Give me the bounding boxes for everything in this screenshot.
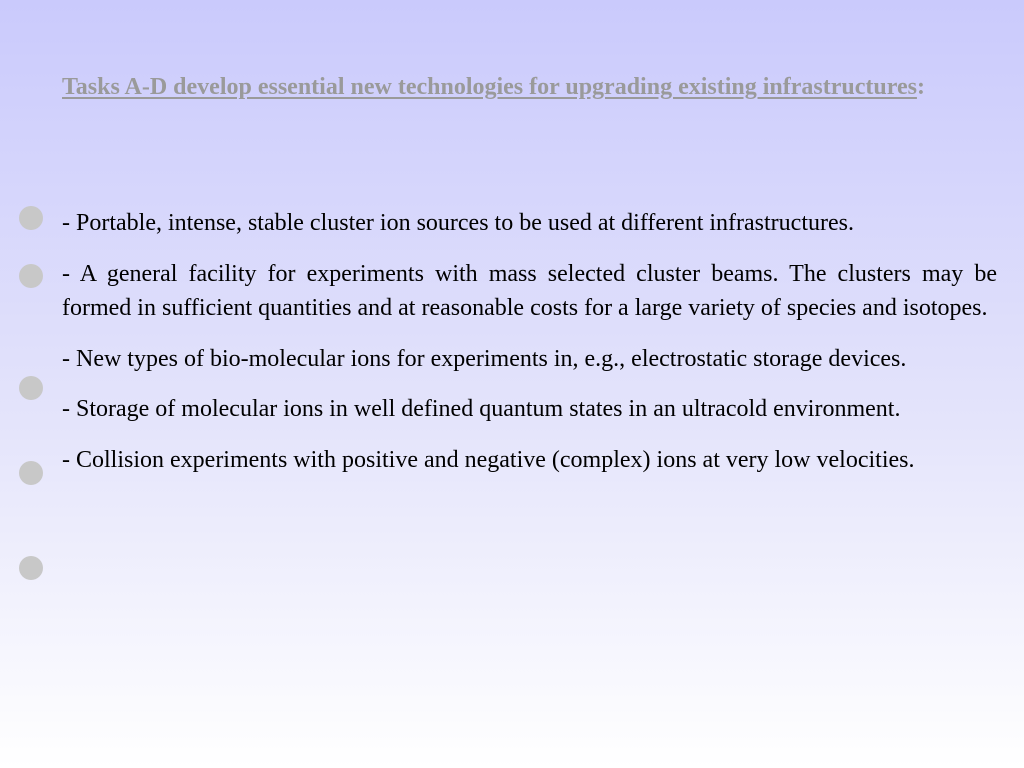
bullet-markers [0, 0, 60, 768]
slide-heading [62, 70, 997, 105]
bullet-list [62, 206, 997, 493]
bullet-dot-icon [19, 206, 43, 230]
bullet-item-bio-molecular-ions: - New types of bio-molecular ions for experiments in, e.g., electrostatic storage devices. [62, 345, 907, 372]
bullet-dot-icon [19, 264, 43, 288]
bullet-item-collision-experiments: - Collision experiments with positive and negative (complex) ions at very low velocities. [62, 446, 915, 473]
heading-colon: : [916, 74, 925, 100]
bullet-dot-icon [19, 461, 43, 485]
bullet-item-cluster-ion-sources: - Portable, intense, stable cluster ion sources to be used at different infrastructures. [62, 210, 854, 236]
bullet-item-molecular-ion-storage: - Storage of molecular ions in well defined quantum states in an ultracold environment. [62, 396, 901, 422]
bullet-item-mass-selected-cluster-facility: - A general facility for experiments with mass selected cluster beams. The clusters may be formed in sufficient quantities and at reasonable costs for a large variety of species and isotopes. [62, 260, 997, 321]
bullet-dot-icon [19, 376, 43, 400]
heading-text: Tasks A-D develop essential new technologies for upgrading existing infrastructures [62, 74, 917, 100]
bullet-dot-icon [19, 556, 43, 580]
